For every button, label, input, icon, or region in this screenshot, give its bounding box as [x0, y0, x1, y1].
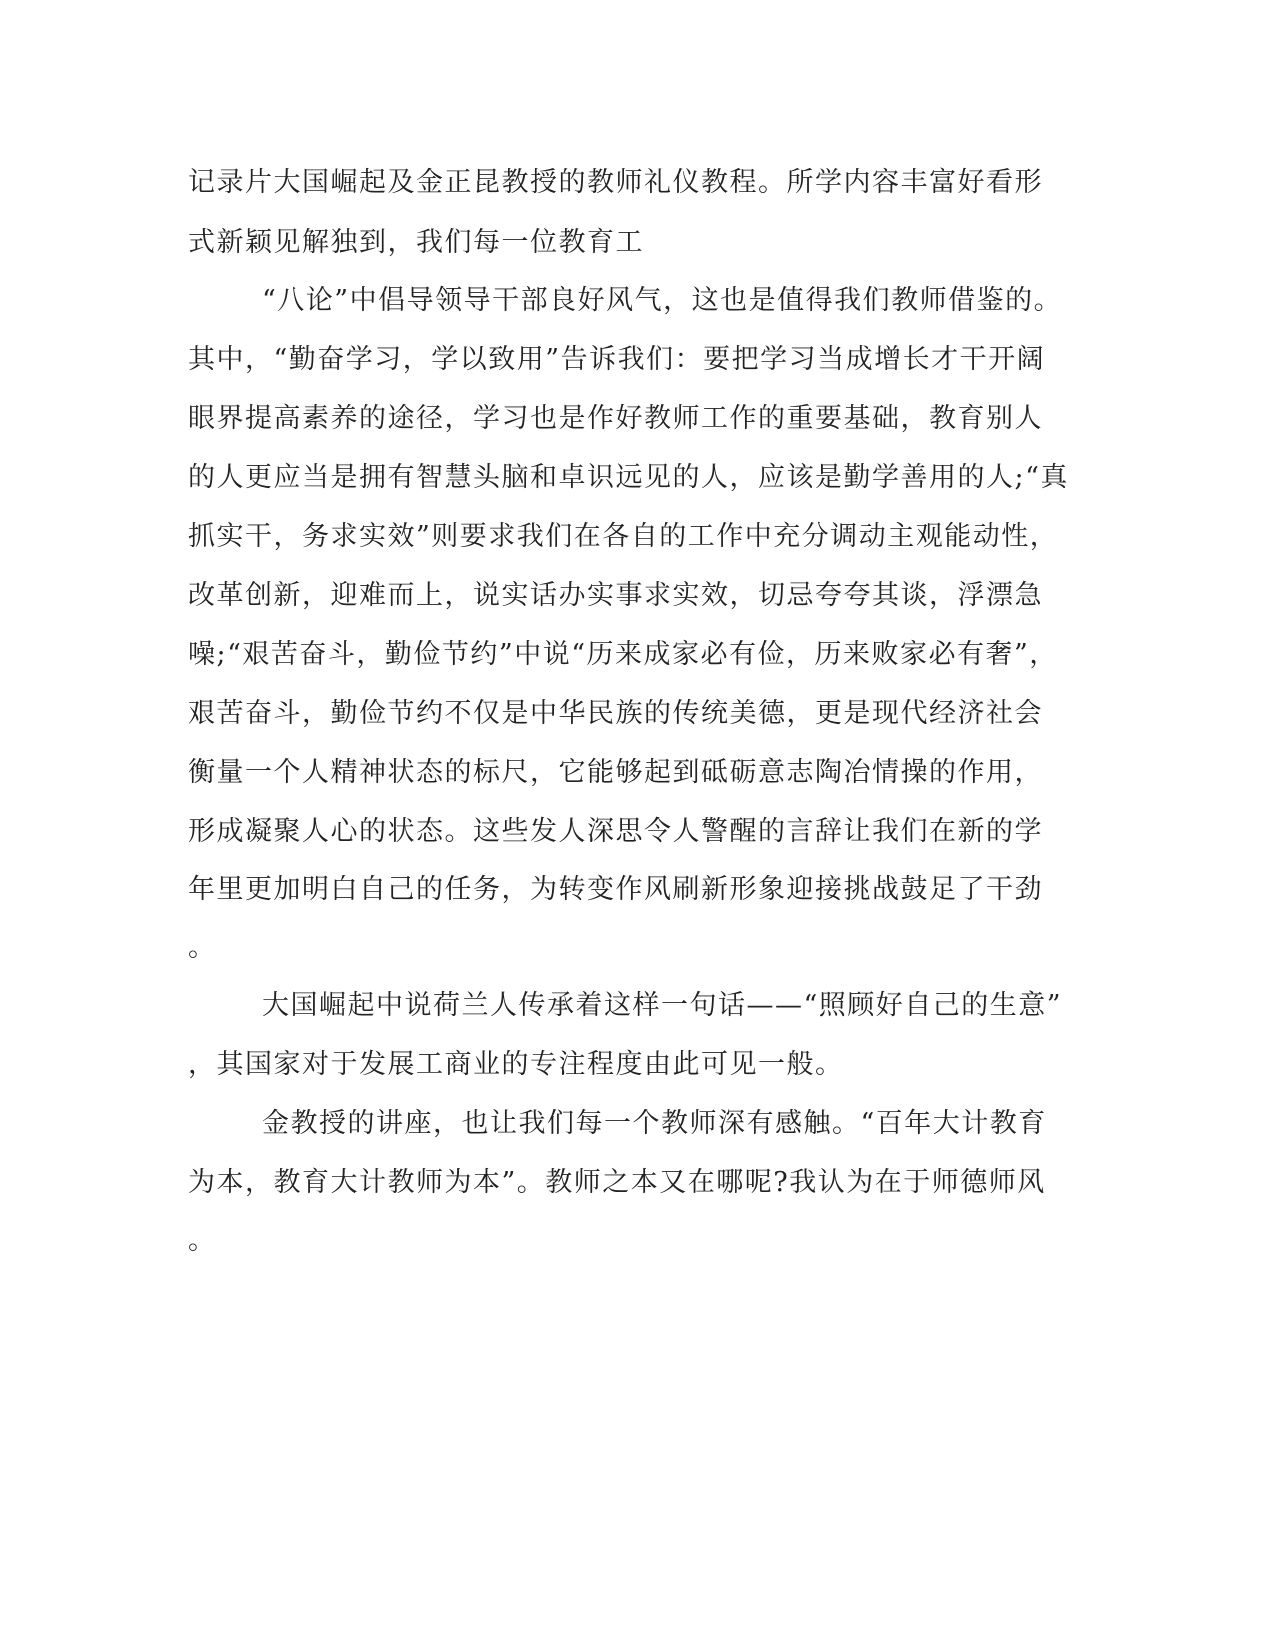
text-line: 噪;“艰苦奋斗，勤俭节约”中说“历来成家必有俭，历来败家必有奢”， [188, 639, 1058, 670]
text-line: 眼界提高素养的途径，学习也是作好教师工作的重要基础，教育别人 [188, 403, 1043, 434]
text-line: 。 [188, 932, 217, 963]
text-line: 改革创新，迎难而上，说实话办实事求实效，切忌夸夸其谈，浮漂急 [188, 580, 1043, 611]
text-line: 金教授的讲座，也让我们每一个教师深有感触。“百年大计教育 [262, 1108, 1047, 1139]
text-line: 。 [188, 1225, 217, 1256]
text-line: 式新颖见解独到，我们每一位教育工 [188, 227, 644, 258]
text-line: “八论”中倡导领导干部良好风气，这也是值得我们教师借鉴的。 [262, 285, 1063, 316]
text-line: ，其国家对于发展工商业的专注程度由此可见一般。 [188, 1049, 844, 1080]
text-line: 衡量一个人精神状态的标尺，它能够起到砥砺意志陶冶情操的作用， [188, 757, 1043, 788]
text-line: 形成凝聚人心的状态。这些发人深思令人警醒的言辞让我们在新的学 [188, 816, 1043, 847]
text-line: 抓实干，务求实效”则要求我们在各自的工作中充分调动主观能动性， [188, 521, 1059, 552]
text-line: 其中，“勤奋学习，学以致用”告诉我们：要把学习当成增长才干开阔 [188, 344, 1046, 375]
text-line: 为本，教育大计教师为本”。教师之本又在哪呢?我认为在于师德师风 [188, 1167, 1046, 1198]
text-line: 年里更加明白自己的任务，为转变作风刷新形象迎接挑战鼓足了干劲 [188, 874, 1043, 905]
text-line: 的人更应当是拥有智慧头脑和卓识远见的人，应该是勤学善用的人;“真 [188, 462, 1069, 493]
text-line: 大国崛起中说荷兰人传承着这样一句话——“照顾好自己的生意” [262, 990, 1063, 1021]
text-line: 记录片大国崛起及金正昆教授的教师礼仪教程。所学内容丰富好看形 [188, 167, 1043, 198]
text-line: 艰苦奋斗，勤俭节约不仅是中华民族的传统美德，更是现代经济社会 [188, 698, 1043, 729]
